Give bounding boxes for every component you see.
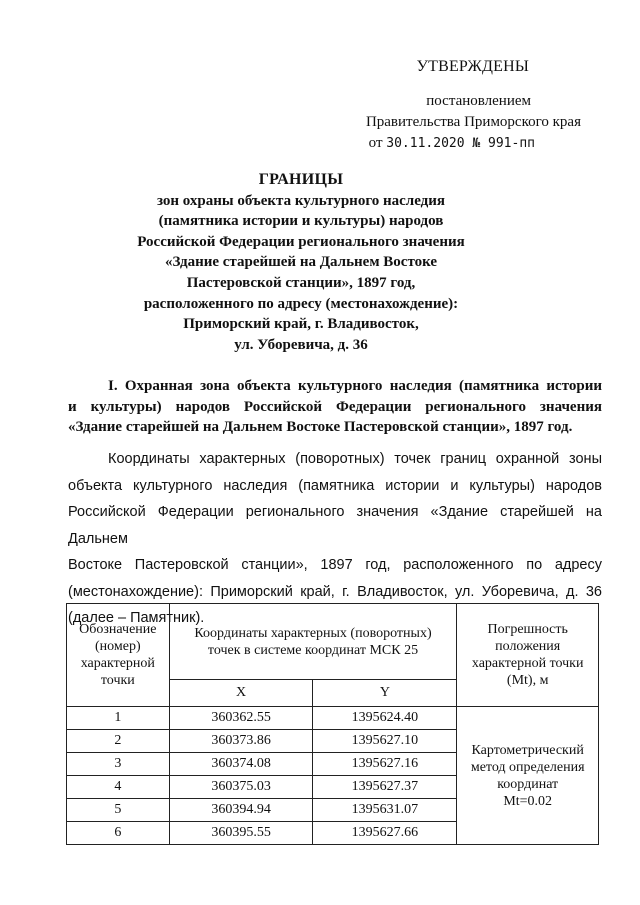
- title-line: (памятника истории и культуры) народов: [158, 213, 444, 230]
- approval-line-3: [369, 135, 535, 152]
- cell-point: 4: [67, 776, 170, 799]
- cell-x: 360373.86: [169, 730, 313, 753]
- cell-y: 1395627.16: [313, 753, 457, 776]
- cell-point: 2: [67, 730, 170, 753]
- header-error: [457, 604, 599, 707]
- title-line: расположенного по адресу (местонахождение):: [143, 295, 459, 312]
- header-coords-line: Координаты характерных (поворотных): [194, 625, 432, 641]
- cell-method: [457, 707, 599, 845]
- method-line: Картометрический: [471, 742, 584, 758]
- header-y: Y: [313, 680, 457, 707]
- header-x: X: [169, 680, 313, 707]
- cell-y: 1395627.10: [313, 730, 457, 753]
- paragraph-line: (местонахождение): Приморский край, г. Владивосток, ул. Уборевича, д. 36: [68, 583, 602, 600]
- cell-x: 360394.94: [169, 799, 313, 822]
- cell-y: 1395627.37: [313, 776, 457, 799]
- approval-line-2: Правительства Приморского края: [365, 114, 581, 130]
- approval-date-prefix: от: [368, 135, 383, 151]
- approval-line-1: постановлением: [426, 93, 531, 109]
- section-heading: [68, 376, 602, 438]
- method-line: Mt=0.02: [503, 793, 553, 809]
- section-line: и культуры) народов Российской Федерации регионального значения: [68, 398, 602, 415]
- header-point: [67, 604, 170, 707]
- cell-y: 1395631.07: [313, 799, 457, 822]
- title-line: Приморский край, г. Владивосток,: [183, 316, 419, 333]
- title-main: ГРАНИЦЫ: [258, 171, 344, 188]
- cell-y: 1395627.66: [313, 822, 457, 845]
- header-error-line: характерной точки: [471, 656, 584, 671]
- cell-y: 1395624.40: [313, 707, 457, 730]
- header-error-line: Погрешность: [487, 622, 568, 637]
- header-coords: [169, 604, 457, 680]
- cell-x: 360375.03: [169, 776, 313, 799]
- header-error-line: положения: [495, 639, 561, 654]
- cell-point: 5: [67, 799, 170, 822]
- method-line: координат: [497, 776, 559, 792]
- cell-x: 360362.55: [169, 707, 313, 730]
- paragraph-line: Востоке Пастеровской станции», 1897 год, расположенного по адресу: [68, 557, 602, 573]
- section-line: I. Охранная зона объекта культурного наследия (памятника истории: [108, 378, 602, 394]
- paragraph-line: объекта культурного наследия (памятника истории и культуры) народов: [68, 477, 602, 494]
- paragraph-line: (далее – Памятник).: [68, 610, 205, 626]
- header-point-line: Обозначение: [79, 622, 157, 637]
- cell-point: 3: [67, 753, 170, 776]
- cell-x: 360374.08: [169, 753, 313, 776]
- header-point-line: характерной: [80, 656, 155, 671]
- approval-heading: УТВЕРЖДЕНЫ: [416, 58, 529, 75]
- table-row: [67, 707, 599, 730]
- paragraph-line: Координаты характерных (поворотных) точек границ охранной зоны: [108, 451, 602, 467]
- title-line: Российской Федерации регионального значения: [137, 233, 465, 250]
- title-line: зон охраны объекта культурного наследия: [156, 192, 446, 209]
- section-line: «Здание старейшей на Дальнем Востоке Пастеровской станции», 1897 год.: [68, 419, 573, 435]
- title-line: ул. Уборевича, д. 36: [234, 336, 368, 353]
- title-line: Пастеровской станции», 1897 год,: [186, 274, 416, 291]
- approval-date-number: 30.11.2020 № 991-пп: [386, 136, 535, 151]
- cell-point: 6: [67, 822, 170, 845]
- method-line: метод определения: [470, 759, 585, 775]
- coordinates-table: [66, 603, 599, 845]
- paragraph-line: Российской Федерации регионального значения «Здание старейшей на Дальнем: [68, 504, 602, 547]
- cell-x: 360395.55: [169, 822, 313, 845]
- header-error-line: (Mt), м: [506, 673, 549, 688]
- header-point-line: точки: [100, 673, 135, 688]
- header-point-line: (номер): [95, 639, 141, 654]
- cell-point: 1: [67, 707, 170, 730]
- document-title: [100, 170, 502, 355]
- title-line: «Здание старейшей на Дальнем Востоке: [164, 254, 438, 271]
- header-coords-line: точек в системе координат МСК 25: [207, 642, 419, 658]
